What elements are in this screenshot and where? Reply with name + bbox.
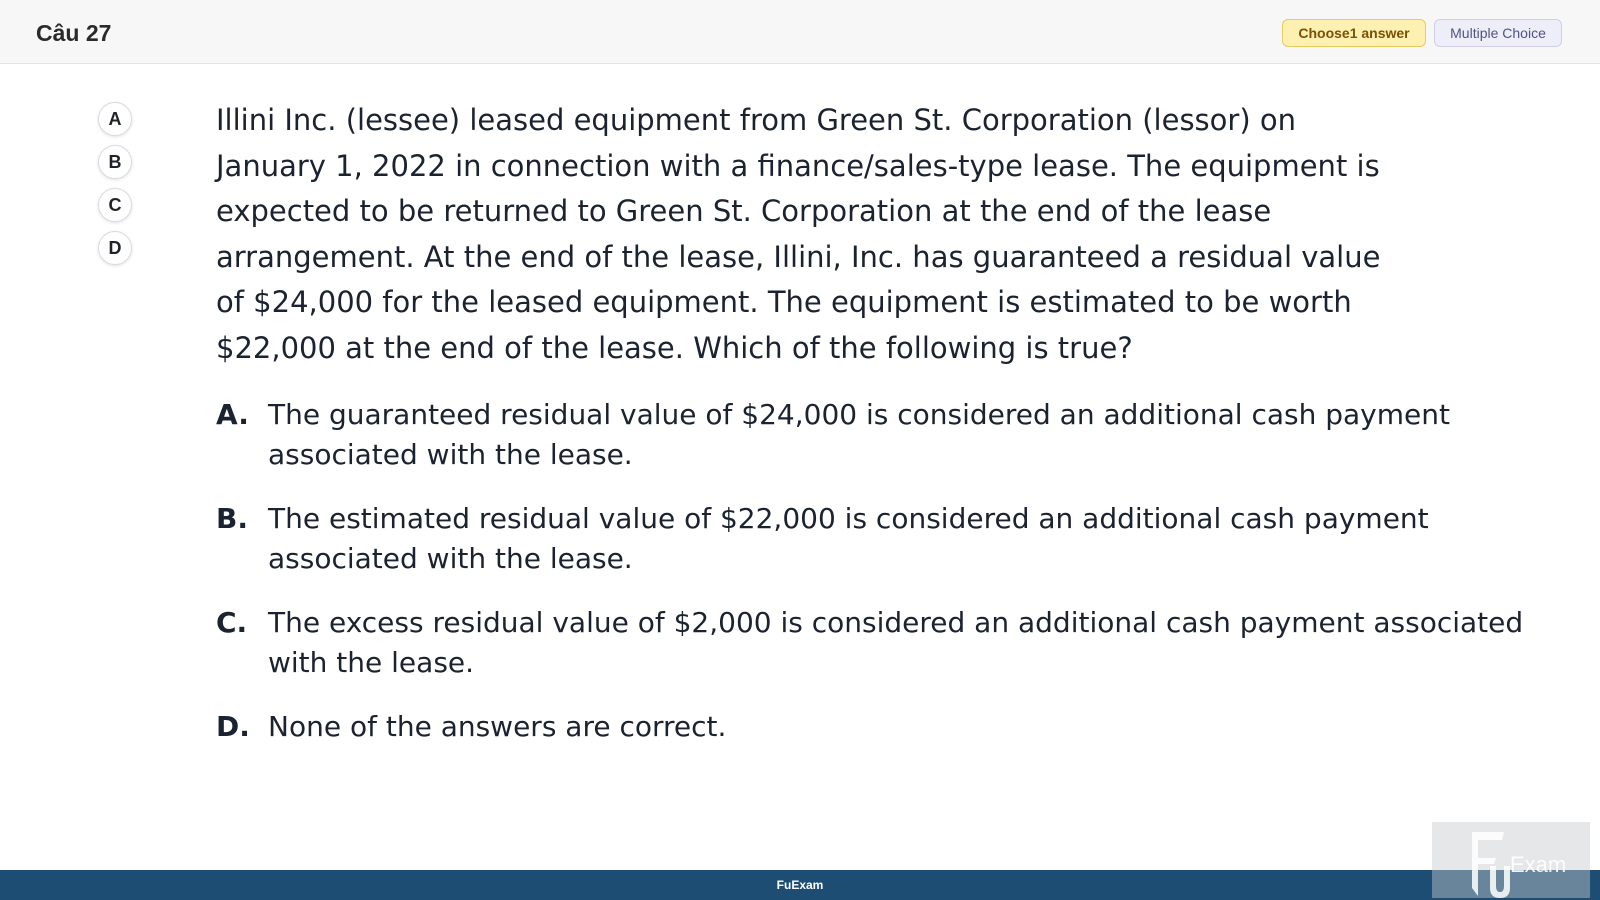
option-letter: A. — [216, 398, 249, 431]
answer-selector-c[interactable]: C — [98, 188, 132, 222]
option-d[interactable] — [216, 707, 1536, 747]
option-text-line: associated with the lease. — [268, 542, 633, 575]
option-letter: C. — [216, 606, 248, 639]
question-line: January 1, 2022 in connection with a finance/sales-type lease. The equipment is — [216, 148, 1380, 183]
question-line: arrangement. At the end of the lease, Illini, Inc. has guaranteed a residual value — [216, 239, 1381, 274]
option-text — [268, 395, 1536, 475]
answer-selector-b[interactable]: B — [98, 145, 132, 179]
option-text — [268, 603, 1536, 683]
question-type-badge: Multiple Choice — [1434, 19, 1562, 47]
question-line: Illini Inc. (lessee) leased equipment from Green St. Corporation (lessor) on — [216, 103, 1296, 137]
question-line: expected to be returned to Green St. Corporation at the end of the lease — [216, 194, 1272, 228]
option-b[interactable] — [216, 499, 1536, 579]
option-text-line: associated with the lease. — [268, 438, 633, 471]
option-text-line: None of the answers are correct. — [268, 710, 727, 743]
fuexam-watermark — [1432, 822, 1590, 898]
option-text-line: The guaranteed residual value of $24,000 is considered an additional cash payment — [268, 398, 1450, 431]
question-number: Câu 27 — [36, 20, 112, 46]
answer-selector-a[interactable]: A — [98, 102, 132, 136]
option-c[interactable] — [216, 603, 1536, 683]
option-letter: D. — [216, 710, 250, 743]
choose-answer-badge: Choose1 answer — [1282, 19, 1426, 47]
footer-bar — [0, 870, 1600, 900]
question-header — [0, 0, 1600, 64]
question-line: $22,000 at the end of the lease. Which of the following is true? — [216, 330, 1133, 365]
question-text — [216, 98, 1416, 371]
option-a[interactable] — [216, 395, 1536, 475]
option-letter: B. — [216, 502, 248, 535]
option-text-line: The estimated residual value of $22,000 is considered an additional cash payment — [268, 502, 1429, 535]
option-text-line: with the lease. — [268, 646, 475, 679]
option-text — [268, 707, 1536, 747]
question-line: of $24,000 for the leased equipment. The equipment is estimated to be worth — [216, 285, 1352, 319]
answer-selector-d[interactable]: D — [98, 231, 132, 265]
option-text-line: The excess residual value of $2,000 is considered an additional cash payment associated — [268, 606, 1524, 639]
fuexam-logo-icon — [1432, 822, 1590, 898]
watermark-text: Exam — [1510, 852, 1567, 877]
option-text — [268, 499, 1536, 579]
footer-brand: FuExam — [776, 878, 824, 892]
